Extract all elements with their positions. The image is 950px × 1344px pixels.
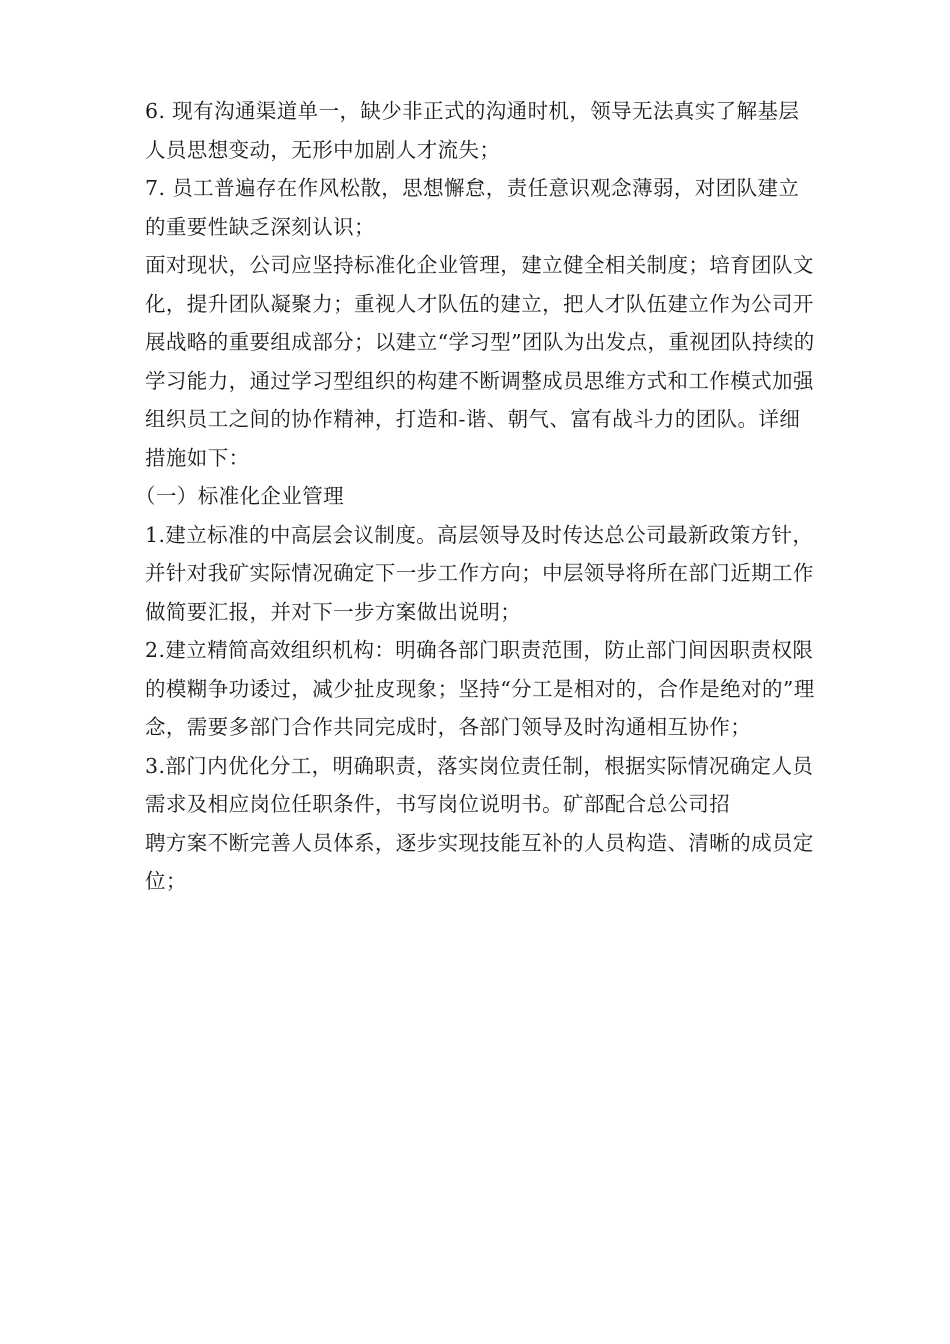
paragraph-measure-1: 1.建立标准的中高层会议制度。高层领导及时传达总公司最新政策方针，并针对我矿实际情况确定下一步工作方向；中层领导将所在部门近期工作做简要汇报，并对下一步方案做出说明；	[145, 522, 814, 624]
section-heading: （一）标准化企业管理	[135, 484, 344, 508]
paragraph-item-6: 6. 现有沟通渠道单一，缺少非正式的沟通时机，领导无法真实了解基层人员思想变动，无形中加剧人才流失；	[145, 99, 800, 162]
paragraph-measure-2: 2.建立精简高效组织机构：明确各部门职责范围，防止部门间因职责权限的模糊争功诿过，减少扯皮现象；坚持“分工是相对的，合作是绝对的”理念，需要多部门合作共同完成时，各部门领导及时沟通相互协作；	[145, 638, 815, 739]
paragraph-item-7: 7. 员工普遍存在作风松散，思想懈怠，责任意识观念薄弱，对团队建立的重要性缺乏深刻认识；	[145, 176, 800, 239]
paragraph-measure-3-continued: 聘方案不断完善人员体系，逐步实现技能互补的人员构造、清晰的成员定位；	[145, 830, 814, 893]
paragraph-measure-3: 3.部门内优化分工，明确职责，落实岗位责任制，根据实际情况确定人员需求及相应岗位任职条件，书写岗位说明书。矿部配合总公司招	[145, 753, 814, 816]
document-body	[135, 92, 815, 901]
paragraph-overview: 面对现状，公司应坚持标准化企业管理，建立健全相关制度；培育团队文化，提升团队凝聚力；重视人才队伍的建立，把人才队伍建立作为公司开展战略的重要组成部分；以建立“学习型”团队为出发点，重视团队持续的学习能力，通过学习型组织的构建不断调整成员思维方式和工作模式加强组织员工之间的协作精神，打造和-谐、朝气、富有战斗力的团队。详细措施如下：	[145, 253, 815, 470]
